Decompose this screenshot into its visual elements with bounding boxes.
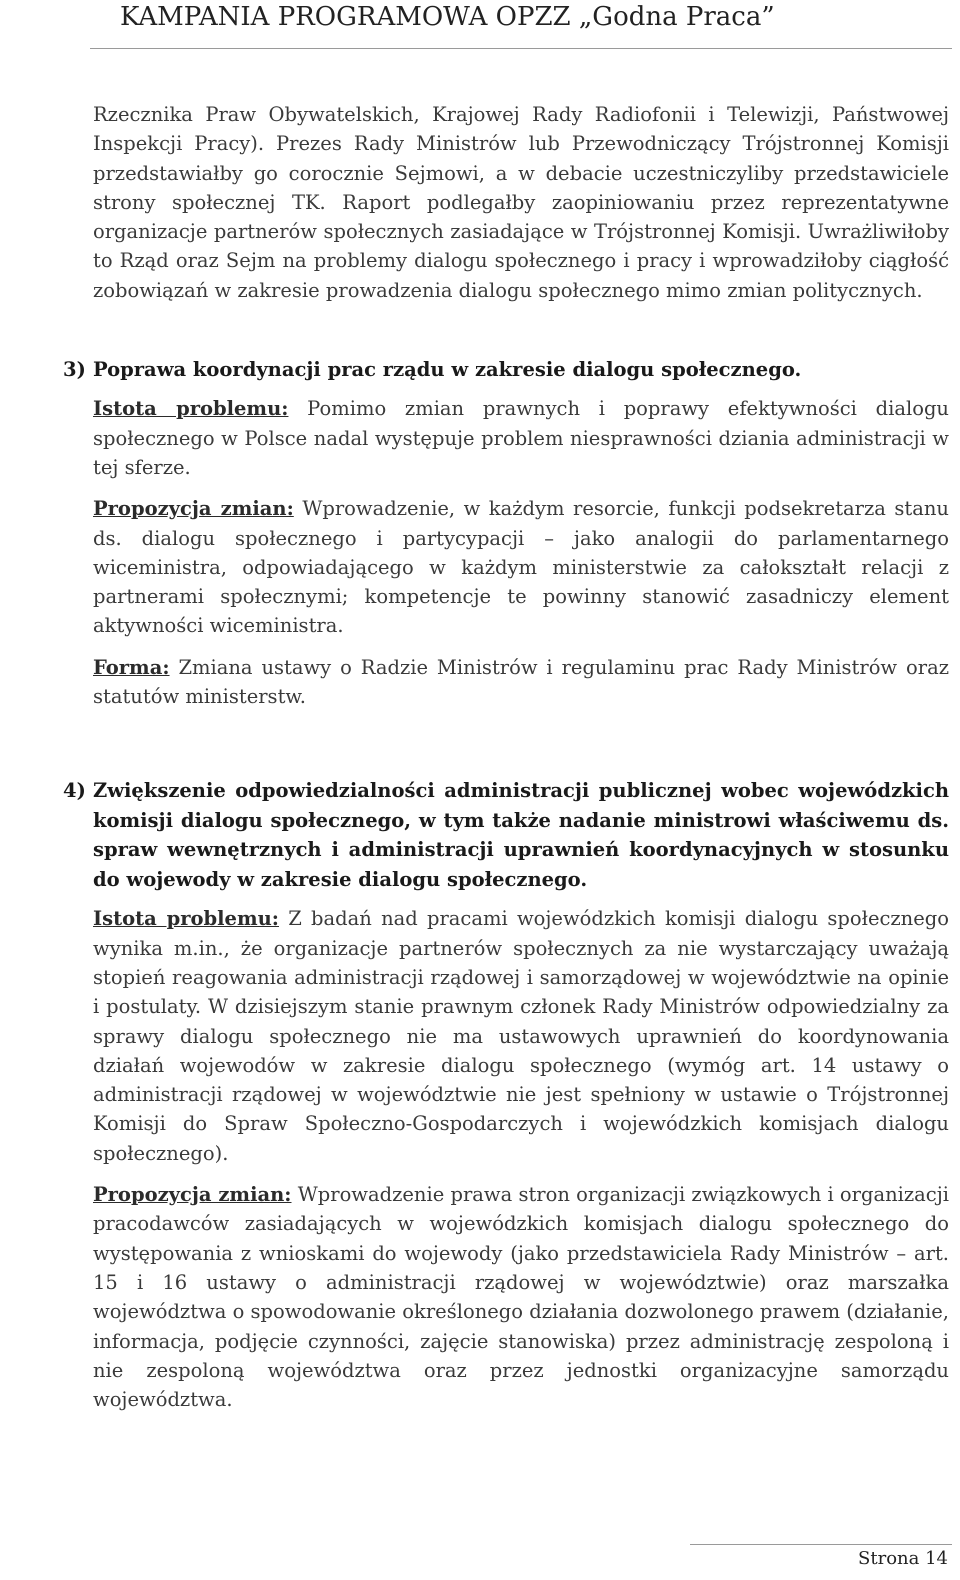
document-body — [63, 100, 950, 1414]
header-divider — [90, 48, 952, 49]
section-3-number: 3) — [63, 358, 86, 382]
section-4-istota-paragraph — [93, 904, 949, 1168]
propozycja-label: Propozycja zmian: — [93, 1183, 292, 1207]
section-3-forma-paragraph — [93, 653, 949, 712]
propozycja-label: Propozycja zmian: — [93, 497, 294, 521]
forma-label: Forma: — [93, 655, 170, 679]
istota-label: Istota problemu: — [93, 397, 289, 421]
section-4-number: 4) — [63, 779, 86, 803]
istota-text: Pomimo zmian prawnych i poprawy efektywności dialogu społecznego w Polsce nadal występuje problem niesprawności dziania administracji w tej sferze. — [93, 397, 949, 479]
section-4-propozycja-paragraph — [93, 1180, 949, 1414]
footer-divider — [690, 1544, 952, 1545]
page-header-title: KAMPANIA PROGRAMOWA OPZZ „Godna Praca” — [120, 2, 775, 32]
section-4-heading — [63, 776, 949, 894]
forma-text: Zmiana ustawy o Radzie Ministrów i regulaminu prac Rady Ministrów oraz statutów ministerstw. — [93, 655, 949, 709]
section-3-title: Poprawa koordynacji prac rządu w zakresie dialogu społecznego. — [93, 358, 802, 382]
section-4-title: Zwiększenie odpowiedzialności administracji publicznej wobec wojewódzkich komisji dialogu społecznego, w tym także nadanie ministrowi właściwemu ds. spraw wewnętrznych i administracji uprawnień koordynacyjnych w stosunku do wojewody w zakresie dialogu społecznego. — [93, 779, 949, 891]
istota-label: Istota problemu: — [93, 907, 279, 931]
intro-paragraph: Rzecznika Praw Obywatelskich, Krajowej Rady Radiofonii i Telewizji, Państwowej Inspekcji Pracy). Prezes Rady Ministrów lub Przewodniczący Trójstronnej Komisji przedstawiałby go corocznie Sejmowi, a w debacie uczestniczyliby przedstawiciele strony społecznej TK. Raport podlegałby zaopiniowaniu przez reprezentatywne organizacje partnerów społecznych zasiadające w Trójstronnej Komisji. Uwrażliwiłoby to Rząd oraz Sejm na problemy dialogu społecznego i pracy i wprowadziłoby ciągłość zobowiązań w zakresie prowadzenia dialogu społecznego mimo zmian politycznych. — [93, 103, 949, 302]
propozycja-text: Wprowadzenie prawa stron organizacji związkowych i organizacji pracodawców zasiadających w wojewódzkich komisjach dialogu społecznego do występowania z wnioskami do wojewody (jako przedstawiciela Rady Ministrów – art. 15 i 16 ustawy o administracji rządowej w województwie) oraz marszałka województwa o spowodowanie określonego działania dozwolonego prawem (działanie, informacja, podjęcie czynności, zajęcie stanowiska) przez administrację zespoloną i nie zespoloną województwa oraz przez jednostki organizacyjne samorządu województwa. — [93, 1183, 950, 1412]
section-3-istota-paragraph — [93, 394, 949, 482]
istota-text: Z badań nad pracami wojewódzkich komisji dialogu społecznego wynika m.in., że organizacje partnerów społecznych za nie wystarczający uważają stopień reagowania administracji rządowej i samorządowej w województwie na opinie i postulaty. W dzisiejszym stanie prawnym członek Rady Ministrów odpowiedzialny za sprawy dialogu społecznego nie ma ustawowych uprawnień do koordynowania działań wojewodów w zakresie dialogu społecznego (wymóg art. 14 ustawy o administracji rządowej w województwie nie jest spełniony w ustawie o Trójstronnej Komisji do Spraw Społeczno-Gospodarczych i wojewódzkich komisjach dialogu społecznego). — [93, 907, 949, 1165]
propozycja-text: Wprowadzenie, w każdym resorcie, funkcji podsekretarza stanu ds. dialogu społecznego i partycypacji – jako analogii do parlamentarnego wiceministra, odpowiadającego w każdym ministerstwie za całokształt relacji z partnerami społecznymi; kompetencje te powinny stanowić zasadniczy element aktywności wiceministra. — [93, 497, 949, 638]
section-3-propozycja-paragraph — [93, 494, 949, 640]
section-3-heading — [63, 355, 949, 384]
page-number: Strona 14 — [858, 1548, 948, 1569]
